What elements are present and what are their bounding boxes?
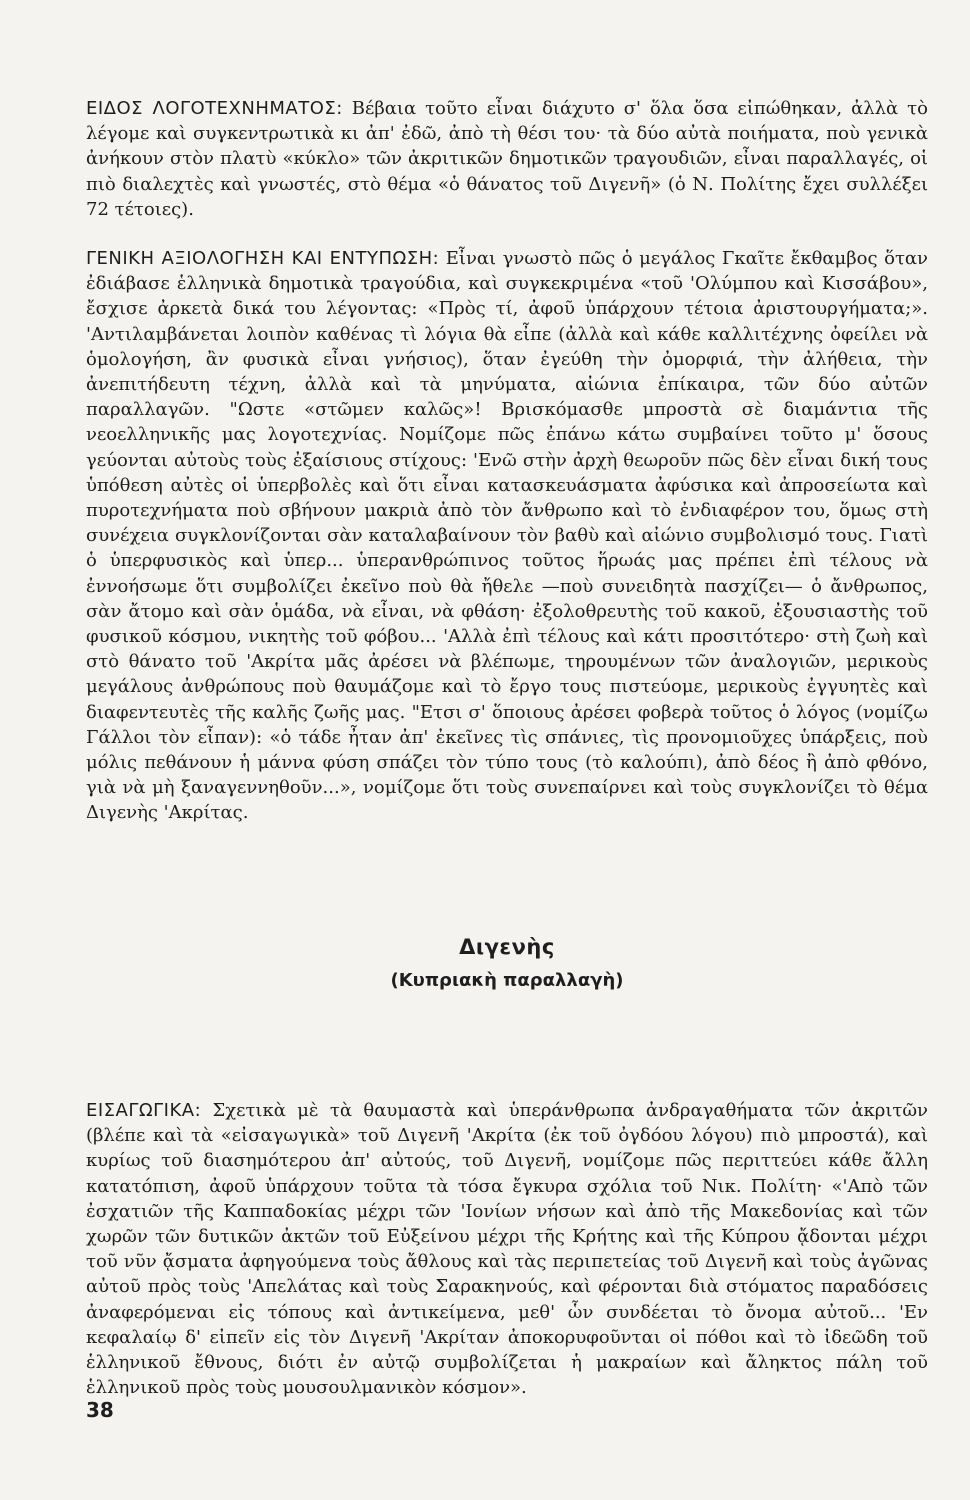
poem-title: Διγενὴς	[459, 935, 555, 959]
paragraph-text: Εἶναι γνωστὸ πῶς ὁ μεγάλος Γκαῖτε ἔκθαμβος ὅταν ἐδιάβασε ἑλληνικὰ δημοτικὰ τραγούδια, καὶ συγκεκριμένα «τοῦ 'Ολύμπου καὶ Κισσάβου», ἔσχισε ἀρκετὰ δικά του λέγοντας: «Πρὸς τί, ἀφοῦ ὑπάρχουν τέτοια ἀριστουργήματα;». 'Αντιλαμβάνεται λοιπὸν καθένας τὶ λόγια θὰ εἶπε (ἀλλὰ καὶ κάθε καλλιτέχνης ὀφείλει νὰ ὁμολογήση, ἂν φυσικὰ εἶναι γνήσιος), ὅταν ἐγεύθη τὴν ὀμορφιά, τὴν ἀλήθεια, τὴν ἀνεπιτήδευτη τέχνη, ἀλλὰ καὶ τὰ μηνύματα, αἰώνια ἐπίκαιρα, τῶν δύο αὐτῶν παραλλαγῶν. "Ωστε «στῶμεν καλῶς»! Βρισκόμασθε μπροστὰ σὲ διαμάντια τῆς νεοελληνικῆς μας λογοτεχνίας. Νομίζομε πῶς ἐπάνω κάτω συμβαίνει τοῦτο μ' ὅσους γεύονται αὐτοὺς τοὺς ἐξαίσιους στίχους: 'Ενῶ στὴν ἀρχὴ θεωροῦν πῶς δὲν εἶναι δική τους ὑπόθεση αὐτὲς οἱ ὑπερβολὲς καὶ ὅτι εἶναι κατασκευάσματα ἀφύσικα καὶ ἀπροσείωτα καὶ πυροτεχνήματα ποὺ σβήνουν μακριὰ ἀπὸ τὸν ἄνθρωπο καὶ τὸ ἐνδιαφέρον του, ὅμως στὴ συνέχεια συγκλονίζονται σὰν καταλαβαίνουν τὸν βαθὺ καὶ αἰώνιο συμβολισμό τους. Γιατὶ ὁ ὑπερφυσικὸς καὶ ὑπερ... ὑπερανθρώπινος τοῦτος ἥρωάς μας πρέπει ἐπὶ τέλους νὰ ἐννοήσωμε ὅτι συμβολίζει ἐκεῖνο ποὺ θὰ ἤθελε —ποὺ συνειδητὰ πασχίζει— ὁ ἄνθρωπος, σὰν ἄτομο καὶ σὰν ὁμάδα, νὰ εἶναι, νὰ φθάση· ἐξολοθρευτὴς τοῦ κακοῦ, ἐξουσιαστὴς τοῦ φυσικοῦ κόσμου, νικητὴς τοῦ φόβου... 'Αλλὰ ἐπὶ τέλους καὶ κάτι προσιτότερο· στὴ ζωὴ καὶ στὸ θάνατο τοῦ 'Ακρίτα μᾶς ἀρέσει νὰ βλέπωμε, τηρουμένων τῶν ἀναλογιῶν, μερικοὺς μεγάλους ἀνθρώπους ποὺ θαυμάζομε καὶ τὸ ἔργο τους πιστεύομε, μερικοὺς ἐγγυητὲς καὶ διαφεντευτὲς τῆς καλῆς ζωῆς μας. "Ετσι σ' ὅποιους ἀρέσει φοβερὰ τοῦτος ὁ λόγος (νομίζω Γάλλοι τὸν εἶπαν): «ὁ τάδε ἦταν ἀπ' ἐκεῖνες τὶς σπάνιες, τὶς προνομιοῦχες ὑπάρξεις, ποὺ μόλις πεθάνουν ἡ μάννα φύση σπάζει τὸν τύπο τους (τὸ καλούπι), ἀπὸ δέος ἢ ἀπὸ φθόνο, γιὰ νὰ μὴ ξαναγεννηθοῦν...», νομίζομε ὅτι τοὺς συνεπαίρνει καὶ τοὺς συγκλονίζει τὸ θέμα Διγενὴς 'Ακρίτας.	[86, 248, 928, 824]
paragraph-lead: ΕΙΣΑΓΩΓΙΚΑ:	[86, 1100, 202, 1121]
paragraph-text: Σχετικὰ μὲ τὰ θαυμαστὰ καὶ ὑπεράνθρωπα ἀνδραγαθήματα τῶν ἀκριτῶν (βλέπε καὶ τὰ «εἰσαγωγικὰ» τοῦ Διγενῆ 'Ακρίτα (ἐκ τοῦ ὀγδόου λόγου) πιὸ μπροστά), καὶ κυρίως τοῦ διασημότερου ἀπ' αὐτούς, τοῦ Διγενῆ, νομίζομε πῶς περιττεύει κάθε ἄλλη κατατόπιση, ἀφοῦ ὑπάρχουν τοῦτα τὰ τόσα ἔγκυρα σχόλια τοῦ Νικ. Πολίτη· «'Απὸ τῶν ἐσχατιῶν τῆς Καππαδοκίας μέχρι τῶν 'Ιονίων νήσων καὶ ἀπὸ τῆς Μακεδονίας καὶ τῶν χωρῶν τῶν δυτικῶν ἀκτῶν τοῦ Εὐξείνου μέχρι τῆς Κρήτης καὶ τῆς Κύπρου ᾄδονται μέχρι τοῦ νῦν ᾄσματα ἀφηγούμενα τοὺς ἄθλους καὶ τὰς περιπετείας τοῦ Διγενῆ καὶ τοὺς ἀγῶνας αὐτοῦ πρὸς τοὺς 'Απελάτας καὶ τοὺς Σαρακηνούς, καὶ φέρονται διὰ στόματος παραδόσεις ἀναφερόμεναι εἰς τόπους καὶ ἀντικείμενα, μεθ' ὧν συνδέεται τὸ ὄνομα αὐτοῦ... 'Εν κεφαλαίῳ δ' εἰπεῖν εἰς τὸν Διγενῆ 'Ακρίταν ἀποκορυφοῦνται οἱ πόθοι καὶ τὸ ἰδεῶδη τοῦ ἑλληνικοῦ ἔθνους, διότι ἐν αὐτῷ συμβολίζεται ἡ μακραίων καὶ ἄληκτος πάλη τοῦ ἑλληνικοῦ πρὸς τοὺς μουσουλμανικὸν κόσμον».	[86, 1100, 928, 1399]
paragraph-genre	[86, 96, 928, 222]
paragraph-evaluation	[86, 246, 928, 826]
paragraph-lead: ΕΙΔΟΣ ΛΟΓΟΤΕΧΝΗΜΑΤΟΣ:	[86, 98, 343, 119]
paragraph-lead: ΓΕΝΙΚΗ ΑΞΙΟΛΟΓΗΣΗ ΚΑΙ ΕΝΤΥΠΩΣΗ:	[86, 248, 440, 269]
poem-subtitle: (Κυπριακὴ παραλλαγὴ)	[390, 970, 624, 991]
paragraph-introduction	[86, 1098, 928, 1400]
paragraph-text: Βέβαια τοῦτο εἶναι διάχυτο σ' ὅλα ὅσα εἰπώθηκαν, ἀλλὰ τὸ λέγομε καὶ συγκεντρωτικὰ κι ἀπ' ἐδῶ, ἀπὸ τὴ θέσι του· τὰ δύο αὐτὰ ποιήματα, ποὺ γενικὰ ἀνήκουν στὸν πλατὺ «κύκλο» τῶν ἀκριτικῶν δημοτικῶν τραγουδιῶν, εἶναι παραλλαγές, οἱ πιὸ διαλεχτὲς καὶ γνωστές, στὸ θέμα «ὁ θάνατος τοῦ Διγενῆ» (ὁ Ν. Πολίτης ἔχει συλλέξει 72 τέτοιες).	[86, 98, 928, 220]
page-number: 38	[86, 1398, 114, 1422]
